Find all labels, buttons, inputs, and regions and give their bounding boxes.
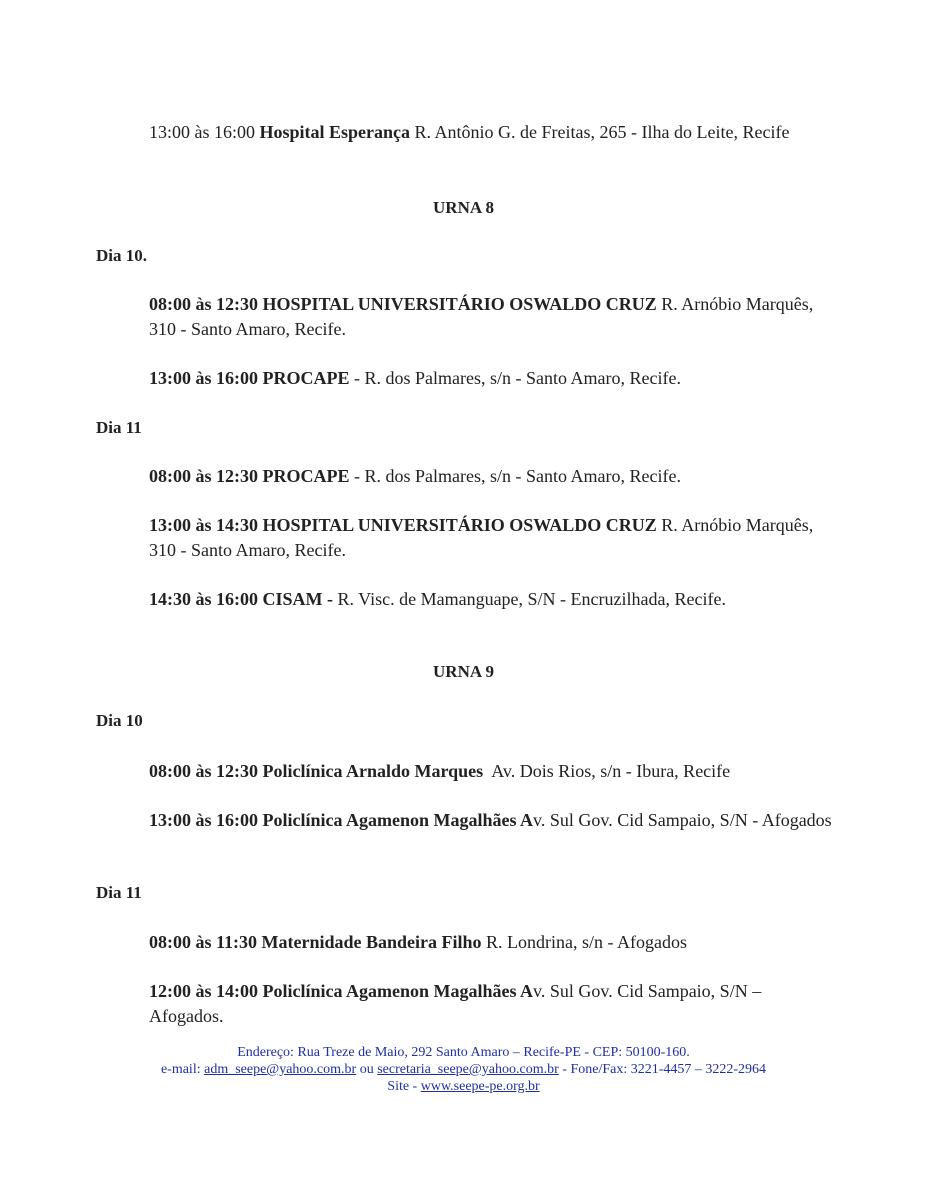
entry-time: 13:00 às 14:30 <box>149 515 258 535</box>
entry-place: Policlínica Agamenon Magalhães A <box>262 981 534 1001</box>
entry-time: 08:00 às 12:30 <box>149 761 258 781</box>
entry-address: - R. dos Palmares, s/n - Santo Amaro, Recife. <box>349 466 681 486</box>
entry-address: - R. dos Palmares, s/n - Santo Amaro, Recife. <box>349 368 681 388</box>
urna-8-day-10-label: Dia 10. <box>96 246 147 265</box>
entry-address: Av. Dois Rios, s/n - Ibura, Recife <box>483 761 731 781</box>
entry-time: 08:00 às 12:30 <box>149 466 258 486</box>
entry-time: 08:00 às 11:30 <box>149 932 257 952</box>
entry-time: 13:00 às 16:00 <box>149 368 258 388</box>
email-link-secretaria[interactable]: secretaria_seepe@yahoo.com.br <box>377 1062 559 1077</box>
urna-8-day-11-entry-1 <box>149 464 839 489</box>
entry-place: PROCAPE <box>262 466 350 486</box>
entry-place: Hospital Esperança <box>259 122 411 142</box>
entry-time: 13:00 às 16:00 <box>149 810 258 830</box>
entry-time: 12:00 às 14:00 <box>149 981 258 1001</box>
entry-place: HOSPITAL UNIVERSITÁRIO OSWALDO CRUZ <box>262 294 657 314</box>
urna-9-heading: URNA 9 <box>433 662 494 681</box>
urna-9-day-11-entry-2 <box>149 979 839 1028</box>
entry-address: R. Antônio G. de Freitas, 265 - Ilha do Leite, Recife <box>410 122 790 142</box>
urna-8-day-11-entry-2 <box>149 513 839 562</box>
entry-address: R. Londrina, s/n - Afogados <box>481 932 687 952</box>
entry-place: Policlínica Arnaldo Marques <box>262 761 484 781</box>
entry-place: PROCAPE <box>262 368 350 388</box>
urna-8-day-11-entry-3 <box>149 587 839 612</box>
urna-8-heading: URNA 8 <box>433 198 494 217</box>
entry-time: 13:00 às 16:00 <box>149 122 255 142</box>
footer-phone: - Fone/Fax: 3221-4457 – 3222-2964 <box>558 1062 767 1077</box>
footer-site-prefix: Site - <box>387 1079 421 1094</box>
urna-9-day-11-entry-1 <box>149 930 839 955</box>
footer-address: Endereço: Rua Treze de Maio, 292 Santo Amaro – Recife-PE - CEP: 50100-160. <box>237 1045 690 1060</box>
entry-address: R. Visc. de Mamanguape, S/N - Encruzilhada, Recife. <box>333 589 726 609</box>
urna-9-day-11-label: Dia 11 <box>96 883 142 902</box>
urna-8-day-11-label: Dia 11 <box>96 418 142 437</box>
email-link-adm[interactable]: adm_seepe@yahoo.com.br <box>204 1062 357 1077</box>
entry-address: v. Sul Gov. Cid Sampaio, S/N – Afogados. <box>149 981 762 1026</box>
entry-place: CISAM - <box>262 589 333 609</box>
urna-8-day-10-entry-2 <box>149 366 839 391</box>
entry-address: R. Arnóbio Marquês, 310 - Santo Amaro, Recife. <box>149 294 814 339</box>
footer-email-prefix: e-mail: <box>160 1062 205 1077</box>
urna-9-day-10-label: Dia 10 <box>96 711 143 730</box>
schedule-entry-top <box>149 120 789 144</box>
site-link[interactable]: www.seepe-pe.org.br <box>420 1079 540 1094</box>
entry-place: Policlínica Agamenon Magalhães A <box>262 810 534 830</box>
urna-8-day-10-entry-1 <box>149 292 839 341</box>
urna-9-day-10-entry-2 <box>149 808 839 833</box>
urna-9-day-10-entry-1 <box>149 759 839 784</box>
entry-time: 08:00 às 12:30 <box>149 294 258 314</box>
footer-contact <box>0 1061 927 1078</box>
entry-place: HOSPITAL UNIVERSITÁRIO OSWALDO CRUZ <box>262 515 657 535</box>
footer <box>0 1044 927 1095</box>
footer-email-separator: ou <box>356 1062 378 1077</box>
entry-address: R. Arnóbio Marquês, 310 - Santo Amaro, Recife. <box>149 515 814 560</box>
entry-time: 14:30 às 16:00 <box>149 589 258 609</box>
entry-place: Maternidade Bandeira Filho <box>261 932 482 952</box>
footer-site <box>0 1078 927 1095</box>
entry-address: v. Sul Gov. Cid Sampaio, S/N - Afogados <box>533 810 832 830</box>
